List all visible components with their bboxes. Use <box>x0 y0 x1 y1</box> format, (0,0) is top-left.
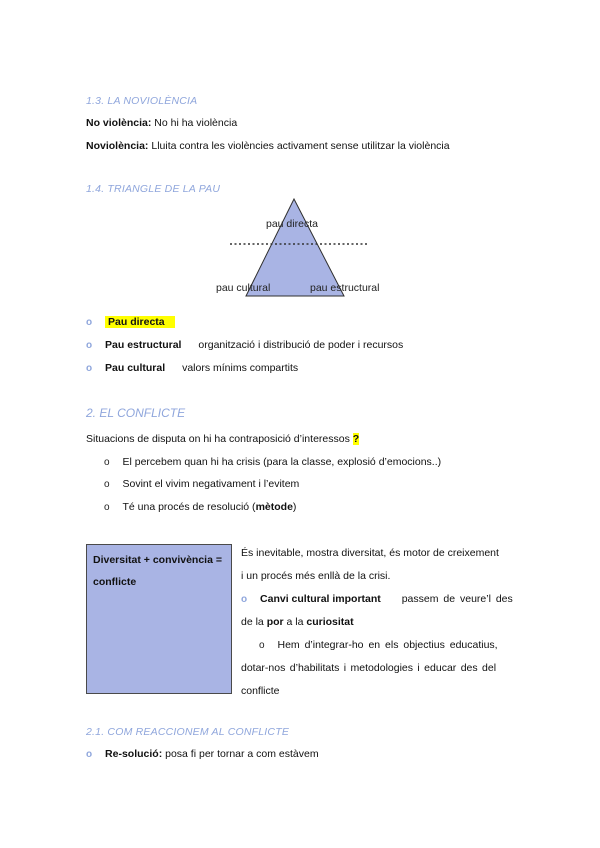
intro-text: Situacions de disputa on hi ha contraposició d’interessos <box>86 433 353 445</box>
paragraph-line: dotar-nos d’habilitats i metodologies i educar des del <box>241 662 497 674</box>
triangle-label-left: pau cultural <box>216 282 271 294</box>
bullet-marker: o <box>86 749 93 760</box>
triangle-label-top: pau directa <box>266 218 318 230</box>
list-item-label: Pau directa <box>105 316 175 328</box>
list-item-text: valors mínims compartits <box>182 362 299 374</box>
definition-noviolencia <box>86 139 450 153</box>
sub-list-item <box>104 500 296 515</box>
sub-paragraph-line <box>259 634 498 657</box>
definition-text: No hi ha violència <box>151 117 238 129</box>
list-item <box>86 361 298 376</box>
heading-1-3: 1.3. LA NOVIOLÈNCIA <box>86 95 198 107</box>
definition-label: Noviolència: <box>86 140 149 152</box>
bullet-marker: o <box>86 363 93 374</box>
sub-list-item <box>104 455 441 470</box>
list-item <box>86 747 319 762</box>
conflict-intro <box>86 432 359 446</box>
paragraph-line: conflicte <box>241 685 280 697</box>
list-item <box>86 338 403 353</box>
definition-no-violencia <box>86 116 237 130</box>
definition-label: No violència: <box>86 117 152 129</box>
line-bold: curiositat <box>306 616 354 628</box>
heading-2: 2. EL CONFLICTE <box>86 406 186 420</box>
sub-bullet-marker: o <box>104 479 110 490</box>
bullet-marker: o <box>86 317 93 328</box>
sub-item-text: Sovint el vivim negativament i l’evitem <box>122 478 300 490</box>
paragraph-line <box>241 611 354 634</box>
definition-text: Lluita contra les violències activament sense utilitzar la violència <box>148 140 450 152</box>
sub-item-text: El percebem quan hi ha crisis (para la classe, explosió d’emocions..) <box>122 456 442 468</box>
sub-item-text-end: ) <box>292 501 297 513</box>
line-text: Hem d’integrar-ho en els objectius educatius, <box>277 639 498 651</box>
sub-item-bold: mètode <box>255 501 293 513</box>
list-item <box>86 315 175 330</box>
formula-text: Diversitat + convivència = conflicte <box>93 554 222 588</box>
sub-item-text: Té una procés de resolució ( <box>122 501 256 513</box>
bullet-label: Canvi cultural important <box>260 593 381 605</box>
bullet-marker: o <box>241 594 248 605</box>
line-text: a la <box>283 616 307 628</box>
triangle-label-right: pau estructural <box>310 282 380 294</box>
line-text: de la <box>241 616 267 628</box>
heading-1-4: 1.4. TRIANGLE DE LA PAU <box>86 183 221 195</box>
bullet-text: passem de veure’l des <box>401 593 513 605</box>
paragraph-line: i un procés més enllà de la crisi. <box>241 570 391 582</box>
intro-mark: ? <box>352 433 360 445</box>
list-item-text: posa fi per tornar a com estàvem <box>162 748 319 760</box>
heading-2-1: 2.1. COM REACCIONEM AL CONFLICTE <box>86 726 290 738</box>
sub-bullet-marker: o <box>259 640 265 651</box>
paragraph-line: És inevitable, mostra diversitat, és motor de creixement <box>241 547 499 559</box>
list-item-text: organització i distribució de poder i recursos <box>198 339 404 351</box>
sub-bullet-marker: o <box>104 457 110 468</box>
list-item-label: Pau estructural <box>105 339 182 351</box>
list-item-label: Re-solució: <box>105 748 163 760</box>
sub-list-item <box>104 477 299 492</box>
cultural-change-bullet <box>241 588 513 611</box>
line-bold: por <box>266 616 284 628</box>
sub-bullet-marker: o <box>104 502 110 513</box>
bullet-marker: o <box>86 340 93 351</box>
conflict-formula-box <box>86 544 232 694</box>
list-item-label: Pau cultural <box>105 362 166 374</box>
